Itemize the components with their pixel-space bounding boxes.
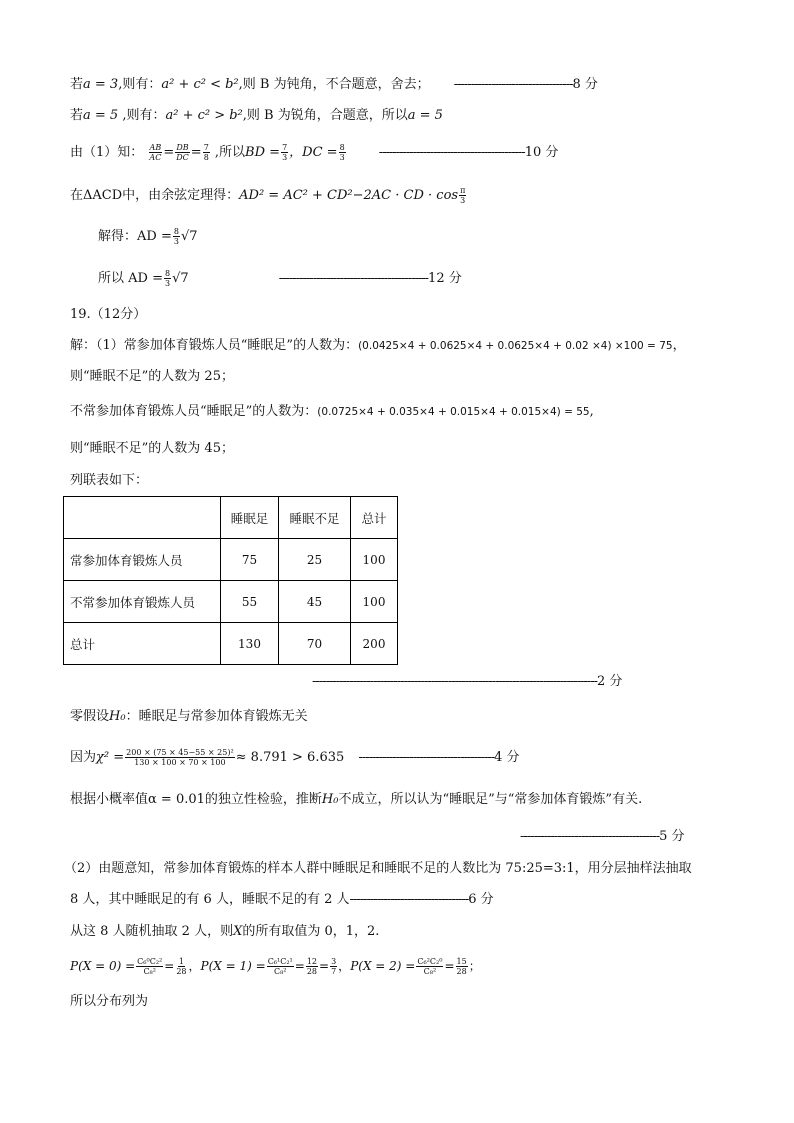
score-leader: ------------------------------------------- bbox=[378, 145, 525, 160]
fraction: $\frac{8}{3}$ bbox=[173, 227, 179, 246]
fraction: $\frac{15}{28}$ bbox=[456, 957, 467, 976]
score-leader: ----------------------------------- bbox=[349, 892, 469, 907]
text: 根据小概率值 bbox=[70, 792, 149, 807]
punct: ， bbox=[672, 338, 686, 353]
math: P(X = 2) = bbox=[350, 959, 416, 973]
fraction: $\frac{AB}{AC}$ bbox=[149, 143, 162, 162]
punct: ， bbox=[188, 959, 201, 973]
cosine-law-line bbox=[70, 186, 467, 205]
ratio-line: 由（1）知： $\frac{AB}{AC}$ = $\frac{DB}{DC}$ = $\frac{7}{8}$ ,所以BD = $\frac{7}{3}$ ，DC = $\frac{8}{3}$ -------------------------------------------10 分 bbox=[70, 143, 559, 162]
math: a² + c² < b² bbox=[161, 77, 239, 92]
fraction: $\frac{1}{28}$ bbox=[176, 957, 187, 976]
text: 所以 AD = bbox=[98, 271, 163, 286]
text: 由（1）知： bbox=[70, 145, 144, 160]
text: 在ΔACD中，由余弦定理得： bbox=[70, 188, 240, 203]
table-score-line bbox=[312, 673, 622, 691]
part2-line3 bbox=[70, 923, 379, 941]
conclusion-line bbox=[70, 791, 642, 809]
math: = bbox=[444, 959, 455, 973]
text: 若 bbox=[70, 108, 84, 123]
table-cell: 100 bbox=[351, 581, 398, 623]
text: 的独立性检验，推断 bbox=[204, 792, 322, 807]
table-cell: 200 bbox=[351, 623, 398, 665]
math: BD = bbox=[245, 145, 281, 160]
fraction: $\frac{\text{C₆¹C₂¹}}{\text{C₈²}}$ bbox=[267, 957, 293, 976]
step1-line bbox=[70, 337, 686, 355]
table-header-cell bbox=[64, 497, 221, 539]
text: 解得：AD = bbox=[98, 229, 172, 244]
table-cell: 55 bbox=[221, 581, 279, 623]
text: ,所以 bbox=[210, 145, 246, 160]
text: ,则 B 为锐角，合题意，所以 bbox=[242, 108, 408, 123]
punct: ； bbox=[468, 959, 481, 973]
probability-line bbox=[70, 957, 481, 976]
fraction: $\frac{DB}{DC}$ bbox=[176, 143, 189, 162]
null-hypothesis-line bbox=[70, 708, 308, 726]
fraction: $\frac{3}{7}$ bbox=[331, 957, 337, 976]
step2-line: 则“睡眠不足”的人数为 25； bbox=[70, 369, 234, 384]
math: a = 5 bbox=[83, 108, 119, 123]
fraction: $\frac{\text{C₆⁰C₂²}}{\text{C₈²}}$ bbox=[137, 957, 163, 976]
table-cell: 总计 bbox=[64, 623, 221, 665]
text: 因为 bbox=[70, 750, 97, 765]
math: a = 3 bbox=[83, 77, 119, 92]
score-leader: ------------------------------------------------------------------------------------ bbox=[312, 674, 597, 689]
fraction: $\frac{\pi}{3}$ bbox=[460, 186, 466, 205]
table-cell: 130 bbox=[221, 623, 279, 665]
table-header-row bbox=[64, 497, 398, 539]
math: H₀ bbox=[321, 792, 339, 807]
text: 零假设 bbox=[70, 709, 110, 724]
math: α = 0.01 bbox=[148, 792, 205, 807]
table-row bbox=[64, 581, 398, 623]
step3-line bbox=[70, 403, 594, 421]
conclusion-score-line bbox=[520, 828, 685, 846]
fraction: $\frac{12}{28}$ bbox=[306, 957, 318, 976]
fraction: $\frac{\text{200 × (75 × 45−55 × 25)²}}{130 \times 100 \times 70 \times 100}$ bbox=[126, 748, 234, 767]
text: 的所有取值为 0，1，2. bbox=[242, 924, 380, 939]
question-number: 19.（12分） bbox=[70, 307, 147, 322]
text: 解：（1）常参加体育锻炼人员“睡眠足”的人数为： bbox=[70, 338, 359, 353]
math: P(X = 1) = bbox=[200, 959, 266, 973]
table-header-cell: 总计 bbox=[351, 497, 398, 539]
table-intro: 列联表如下： bbox=[70, 473, 149, 488]
table-row bbox=[64, 539, 398, 581]
contingency-table bbox=[63, 496, 398, 665]
punct: ， bbox=[338, 959, 351, 973]
score-leader: ---------------------------------------- bbox=[358, 750, 495, 765]
score-leader: -------------------------------------------- bbox=[278, 271, 429, 286]
fraction: $\frac{7}{3}$ bbox=[282, 143, 288, 162]
part2-line2 bbox=[70, 891, 494, 909]
score-leader: ----------------------------------- bbox=[453, 77, 573, 92]
text: ,则有： bbox=[118, 77, 162, 92]
fraction: $\frac{8}{3}$ bbox=[164, 269, 171, 288]
table-cell: 75 bbox=[221, 539, 279, 581]
score-mark: 12 分 bbox=[428, 271, 462, 286]
score-mark: 2 分 bbox=[596, 674, 623, 689]
case-a5-line bbox=[70, 107, 443, 125]
fraction: $\frac{\text{C₆²C₂⁰}}{\text{C₈²}}$ bbox=[417, 957, 443, 976]
calculation: (0.0725×4 + 0.035×4 + 0.015×4 + 0.015×4) = 55 bbox=[317, 406, 590, 418]
math: ，DC = bbox=[289, 145, 338, 160]
table-cell: 25 bbox=[279, 539, 351, 581]
part2-line1: （2）由题意知，常参加体育锻炼的样本人群中睡眠足和睡眠不足的人数比为 75:25=3:1，用分层抽样法抽取 bbox=[64, 861, 692, 876]
table-cell: 45 bbox=[279, 581, 351, 623]
text: ：睡眠足与常参加体育锻炼无关 bbox=[125, 709, 308, 724]
score-leader: ----------------------------------------- bbox=[520, 829, 660, 844]
math: P(X = 0) = bbox=[70, 959, 136, 973]
score-mark: 8 分 bbox=[572, 77, 598, 92]
math: = bbox=[164, 959, 175, 973]
table-header-cell: 睡眠足 bbox=[221, 497, 279, 539]
math: √7 bbox=[172, 271, 189, 286]
math: = bbox=[319, 959, 330, 973]
text: 8 人，其中睡眠足的有 6 人，睡眠不足的有 2 人 bbox=[70, 892, 350, 907]
fraction: $\frac{8}{3}$ bbox=[339, 143, 345, 162]
calculation: (0.0425×4 + 0.0625×4 + 0.0625×4 + 0.02 ×4) ×100 = 75 bbox=[358, 340, 673, 352]
table-row bbox=[64, 623, 398, 665]
answer-line bbox=[98, 269, 462, 288]
text: 若 bbox=[70, 77, 84, 92]
table-cell: 70 bbox=[279, 623, 351, 665]
solve-line bbox=[98, 227, 198, 246]
step4-line: 则“睡眠不足”的人数为 45； bbox=[70, 441, 234, 456]
math: a² + c² > b² bbox=[165, 108, 243, 123]
text: 不常参加体育锻炼人员“睡眠足”的人数为： bbox=[70, 404, 318, 419]
fraction: $\frac{7}{8}$ bbox=[203, 143, 209, 162]
table-cell: 100 bbox=[351, 539, 398, 581]
case-a3-line bbox=[70, 76, 598, 94]
score-mark: 4 分 bbox=[494, 750, 520, 765]
math: a = 5 bbox=[407, 108, 443, 123]
text: 从这 8 人随机抽取 2 人，则 bbox=[70, 924, 234, 939]
score-mark: 10 分 bbox=[524, 145, 559, 160]
table-header-cell: 睡眠不足 bbox=[279, 497, 351, 539]
text: ,则 B 为钝角，不合题意，舍去； bbox=[238, 77, 430, 92]
distribution-intro: 所以分布列为 bbox=[70, 994, 149, 1009]
score-mark: 6 分 bbox=[468, 892, 494, 907]
table-cell: 常参加体育锻炼人员 bbox=[64, 539, 221, 581]
math: X bbox=[233, 924, 243, 939]
table-cell: 不常参加体育锻炼人员 bbox=[64, 581, 221, 623]
math: ≈ 8.791 > 6.635 bbox=[235, 750, 345, 765]
math: √7 bbox=[180, 229, 198, 244]
math: χ² = bbox=[96, 750, 125, 765]
math: = bbox=[294, 959, 305, 973]
text: ,则有： bbox=[118, 108, 166, 123]
chi-square-line bbox=[70, 748, 520, 767]
score-mark: 5 分 bbox=[659, 829, 685, 844]
math: AD² = AC² + CD²−2AC · CD · cos bbox=[239, 188, 459, 203]
math: H₀ bbox=[109, 709, 126, 724]
text: 不成立，所以认为“睡眠足”与“常参加体育锻炼”有关. bbox=[338, 792, 643, 807]
punct: , bbox=[589, 404, 594, 419]
